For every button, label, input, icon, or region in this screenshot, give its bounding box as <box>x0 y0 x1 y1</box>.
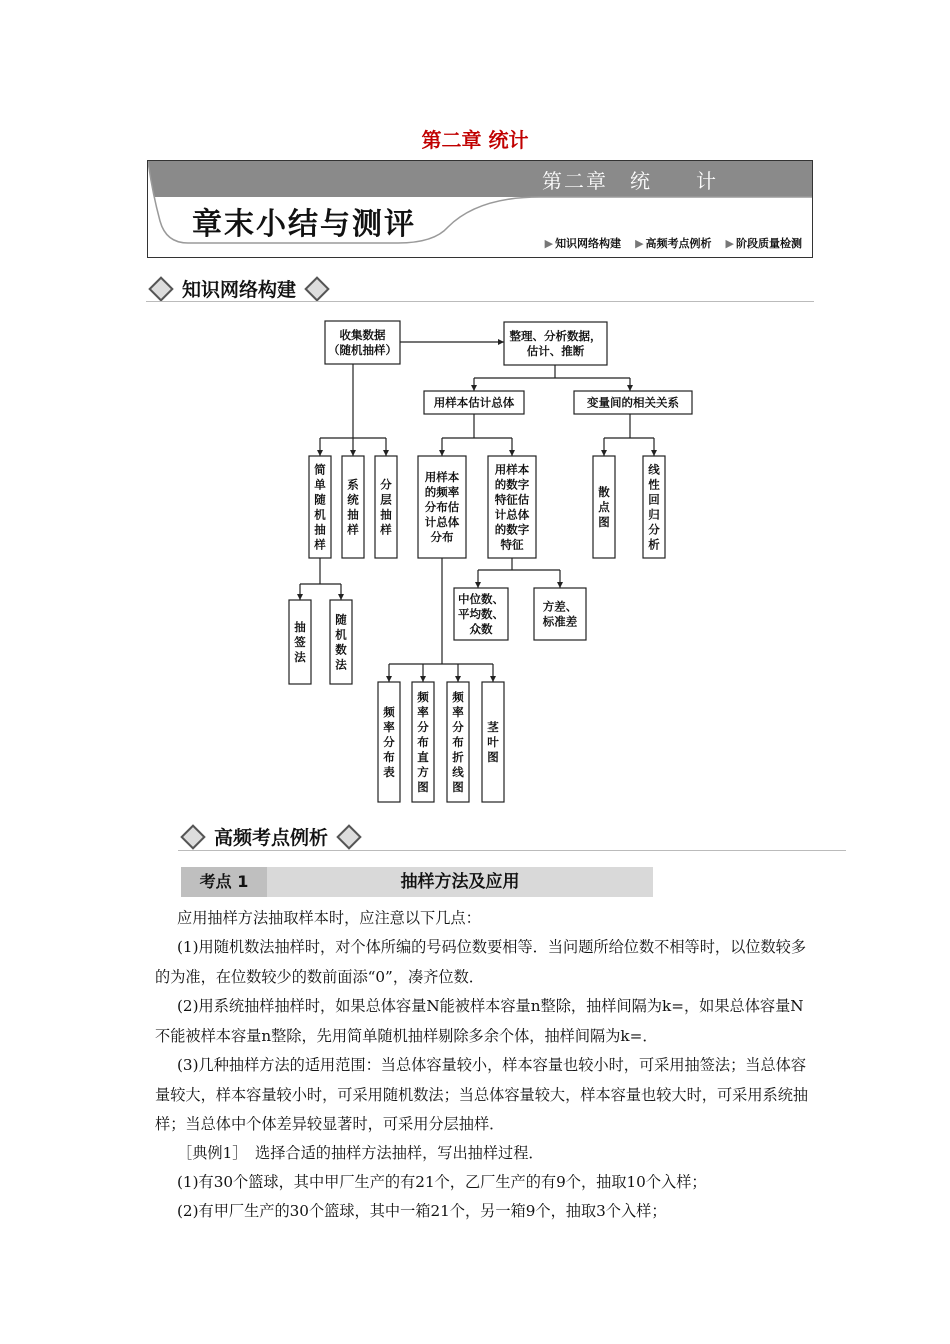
diagram-node-random-num: 随机数法 <box>335 612 347 672</box>
chapter-title: 第二章 统计 <box>421 128 529 152</box>
kaodian-title: 抽样方法及应用 <box>400 872 520 892</box>
diagram-node-collect: 收集数据（随机抽样） <box>328 328 397 358</box>
diagram-node-freq-est: 用样本的频率分布估计总体分布 <box>424 470 460 545</box>
diagram-node-sample-est: 用样本估计总体 <box>433 395 515 410</box>
banner-link-test[interactable]: ▶ 阶段质量检测 <box>725 237 802 250</box>
diagram-labels <box>293 328 679 794</box>
example-item-1: (1)有30个篮球，其中甲厂生产的有21个，乙厂生产的有9个，抽取10个入样； <box>177 1173 707 1191</box>
section-divider <box>178 850 846 851</box>
diagram-node-stem: 茎叶图 <box>487 720 499 765</box>
diamond-icon <box>336 824 361 849</box>
diagram-node-system: 系统抽样 <box>347 477 359 537</box>
kaodian-bar <box>181 867 653 897</box>
diagram-node-stratified: 分层抽样 <box>380 477 392 537</box>
triangle-right-icon: ▶ <box>635 237 644 250</box>
diagram-node-organize: 整理、分析数据，估计、推断 <box>509 329 602 359</box>
banner-heading: 章末小结与测评 <box>192 207 416 242</box>
diagram-node-correlation: 变量间的相关关系 <box>587 395 679 410</box>
kaodian-label: 考点 1 <box>181 867 267 897</box>
diagram-node-variance: 方差、标准差 <box>542 599 578 629</box>
banner-chapter-label: 第二章 统 计 <box>542 169 718 193</box>
diagram-node-simple: 简单随机抽样 <box>314 462 326 552</box>
triangle-right-icon: ▶ <box>544 237 554 250</box>
paragraph-point-1: (1)用随机数法抽样时，对个体所编的号码位数要相等．当问题所给位数不相等时，以位数较多的为准，在位数较少的数前面添“0”，凑齐位数． <box>155 938 807 986</box>
diagram-node-digit-est: 用样本的数字特征估计总体的数字特征 <box>494 462 530 552</box>
diagram-node-freq-table: 频率分布表 <box>383 705 395 780</box>
example-heading: ［典例1］ 选择合适的抽样方法抽样，写出抽样过程． <box>177 1144 544 1162</box>
diamond-icon <box>180 824 205 849</box>
diagram-node-scatter: 散点图 <box>598 485 610 530</box>
section-heading-examples: 高频考点例析 <box>178 823 364 850</box>
paragraph-intro: 应用抽样方法抽取样本时，应注意以下几点： <box>177 909 481 927</box>
triangle-right-icon: ▶ <box>725 237 734 250</box>
banner-link-knowledge[interactable]: ▶ 知识网络构建 <box>544 237 622 250</box>
paragraph-point-3: (3)几种抽样方法的适用范围：当总体容量较小，样本容量也较小时，可采用抽签法；当总体容量较大，样本容量较小时，可采用随机数法；当总体容量较大，样本容量也较大时，可采用系统抽样；当总体中个体差异较显著时，可采用分层抽样． <box>155 1056 809 1133</box>
paragraph-point-2: (2)用系统抽样抽样时，如果总体容量N能被样本容量n整除，抽样间隔为k=，如果总体容量N不能被样本容量n整除，先用简单随机抽样剔除多余个体，抽样间隔为k=． <box>155 997 804 1045</box>
diagram-node-median: 中位数、平均数、众数 <box>458 592 504 637</box>
diagram-node-histogram: 频率分布直方图 <box>417 690 429 795</box>
diagram-node-regression: 线性回归分析 <box>648 462 660 552</box>
diagram-node-lottery: 抽签法 <box>294 620 306 665</box>
banner-link-examples[interactable]: ▶ 高频考点例析 <box>635 237 712 250</box>
example-item-2: (2)有甲厂生产的30个篮球，其中一箱21个，另一箱9个，抽取3个入样； <box>177 1202 667 1220</box>
diagram-node-polyline: 频率分布折线图 <box>452 690 464 795</box>
section-heading-knowledge: 知识网络构建 <box>146 275 332 302</box>
